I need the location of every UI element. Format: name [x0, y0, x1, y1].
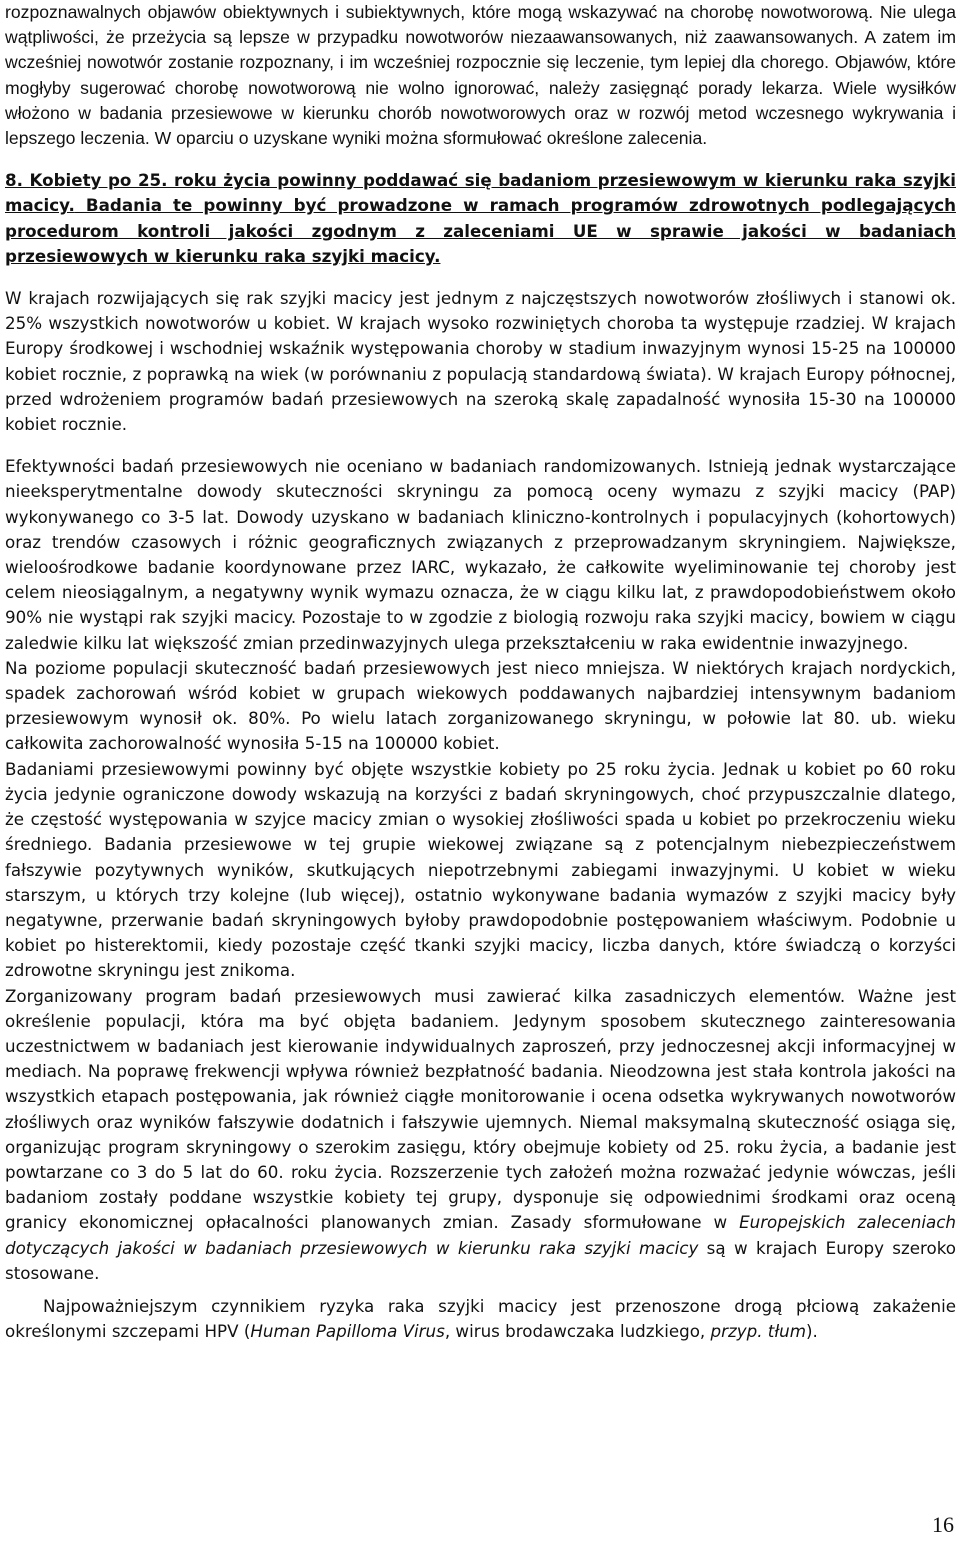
recommendation-8-heading: 8. Kobiety po 25. roku życia powinny poddawać się badaniom przesiewowym w kierunku raka szyjki macicy.: [5, 170, 956, 216]
hpv-text-a: Najpoważniejszym czynnikiem ryzyka raka szyjki macicy jest przenoszone drogą płciową zakażenie określonymi szczepami HPV (: [5, 1295, 956, 1342]
document-page: [5, 0, 956, 1344]
organized-program-text: Zorganizowany program badań przesiewowych musi zawierać kilka zasadniczych elementów. Ważne jest określenie populacji, która ma być objęta badaniem. Jedynym sposobem skutecznego zainteresowania uczestnictwem w badaniach jest kierowanie indywidualnych zaproszeń, przy jednoczesnej akcji informacyjnej w mediach. Na poprawę frekwencji wpływa również bezpłatność badania. Nieodzowna jest stała kontrola jakości na wszystkich etapach postępowania, jak również ciągłe monitorowanie i ocena odsetka wykrywanych nowotworów złośliwych oraz wyników fałszywie dodatnich i fałszywie ujemnych. Niemal maksymalną skuteczność osiąga się, organizując program skryningowy o szerokim zasięgu, który obejmuje kobiety od 25. roku życia, a badanie jest powtarzane co 3 do 5 lat do 60. roku życia. Rozszerzenie tych założeń można rozważać jedynie wówczas, jeśli badaniom zostały poddane wszystkie kobiety tej grupy, dysponuje się odpowiednimi środkami oraz oceną granicy ekonomicznej opłacalności planowanych zmian. Zasady sformułowane w: [5, 985, 956, 1233]
paragraph-hpv: [5, 1294, 956, 1344]
paragraph-effectiveness: Efektywności badań przesiewowych nie oceniano w badaniach randomizowanych. Istnieją jednak wystarczające nieeksperytmentalne dowody skuteczności skryningu za pomocą oceny wymazu z szyjki macicy (PAP) wykonywanego co 3-5 lat. Dowody uzyskano w badaniach kliniczno-kontrolnych i populacyjnych (kohortowych) oraz trendów czasowych i różnic geograficznych związanych z przeprowadzanym skryningiem. Największe, wieloośrodkowe badanie koordynowane przez IARC, wykazało, że całkowite wyeliminowanie tej choroby jest celem nieosiągalnym, a negatywny wynik wymazu oznacza, że w ciągu kilku lat, z prawdopodobieństwem około 90% nie wystąpi rak szyjki macicy. Pozostaje to w zgodzie z biologią rozwoju raka szyjki macicy, bowiem w ciągu zaledwie kilku lat większość zmian przedinwazyjnych ulega przekształceniu w raka ewidentnie inwazyjnego.: [5, 456, 956, 653]
hpv-full-name: Human Papilloma Virus: [250, 1321, 445, 1342]
recommendation-8-body: Badania te powinny być prowadzone w ramach programów zdrowotnych podlegających procedurom kontroli jakości zgodnym z zaleceniami UE w sprawie jakości w badaniach przesiewowych w kierunku raka szyjki macicy.: [5, 195, 956, 266]
organized-program-tail: są w krajach Europy szeroko stosowane.: [5, 1237, 957, 1283]
paragraph-incidence: W krajach rozwijających się rak szyjki macicy jest jednym z najczęstszych nowotworów złośliwych i stanowi ok. 25% wszystkich nowotworów u kobiet. W krajach wysoko rozwiniętych choroba ta występuje rzadziej. W krajach Europy środkowej i wschodniej wskaźnik występowania choroby w stadium inwazyjnym wynosi 15-25 na 100000 kobiet rocznie, z poprawką na wiek (w porównaniu z populacją standardową świata). W krajach Europy północnej, przed wdrożeniem programów badań przesiewowych na szeroką skalę zapadalność wynosiła 15-30 na 100000 kobiet rocznie.: [5, 288, 956, 435]
translator-note: przyp. tłum: [710, 1321, 806, 1342]
hpv-text-c: , wirus brodawczaka ludzkiego,: [444, 1321, 711, 1342]
recommendation-8: [5, 168, 956, 269]
paragraph-organized-program: [5, 984, 956, 1286]
paragraph-population-level: Na poziome populacji skuteczność badań przesiewowych jest nieco mniejsza. W niektórych krajach nordyckich, spadek zachorowań wśród kobiet w grupach wiekowych poddawanych najbardziej intensywnym badaniom przesiewowym wynosił ok. 80%. Po wielu latach zorganizowanego skryningu, w połowie lat 80. ub. wieku całkowita zachorowalność wynosiła 5-15 na 100000 kobiet.: [5, 657, 956, 754]
european-guidelines-title: Europejskich zaleceniach dotyczących jakości w badaniach przesiewowych w kierunku raka szyjki macicy: [5, 1212, 957, 1258]
paragraph-age-groups: Badaniami przesiewowymi powinny być objęte wszystkie kobiety po 25 roku życia. Jednak u kobiet po 60 roku życia jedynie ograniczone dowody wskazują na korzyści z badań skryningowych, choć przypuszczalnie dlatego, że częstość występowania w szyjce macicy zmian o wysokiej złośliwości spada u kobiet po przekroczeniu wieku średniego. Badania przesiewowe w tej grupie wiekowej związane są z potencjalnym niebezpieczeństwem fałszywie pozytywnych wyników, skutkujących niepotrzebnymi zabiegami inwazyjnymi. U kobiet w wieku starszym, u których trzy kolejne (lub więcej), ostatnio wykonywane badania wymazów z szyjki macicy były negatywne, przerwanie badań skryningowych byłoby prawdopodobnie postępowaniem właściwym. Podobnie u kobiet po histerektomii, kiedy pozostaje część tkanki szyjki macicy, liczba danych, które świadczą o korzyści zdrowotne skryningu jest znikoma.: [5, 758, 956, 981]
paragraph-early-detection: rozpoznawalnych objawów obiektywnych i subiektywnych, które mogą wskazywać na chorobę nowotworową. Nie ulega wątpliwości, że przeżycia są lepsze w przypadku nowotworów niezaawansowanych, niż zaawansowanych. A zatem im wcześniej nowotwór zostanie rozpoznany, i im wcześniej rozpocznie się leczenie, tym lepiej dla chorego. Objawów, które mogłyby sugerować chorobę nowotworową nie wolno ignorować, należy zasięgnąć porady lekarza. Wiele wysiłków włożono w badania przesiewowe w kierunku chorób nowotworowych oraz w rozwój metod wczesnego wykrywania i lepszego leczenia. W oparciu o uzyskane wyniki można sformułować określone zalecenia.: [5, 2, 956, 149]
page-number: 16: [932, 1512, 954, 1537]
hpv-text-e: ).: [805, 1321, 818, 1342]
